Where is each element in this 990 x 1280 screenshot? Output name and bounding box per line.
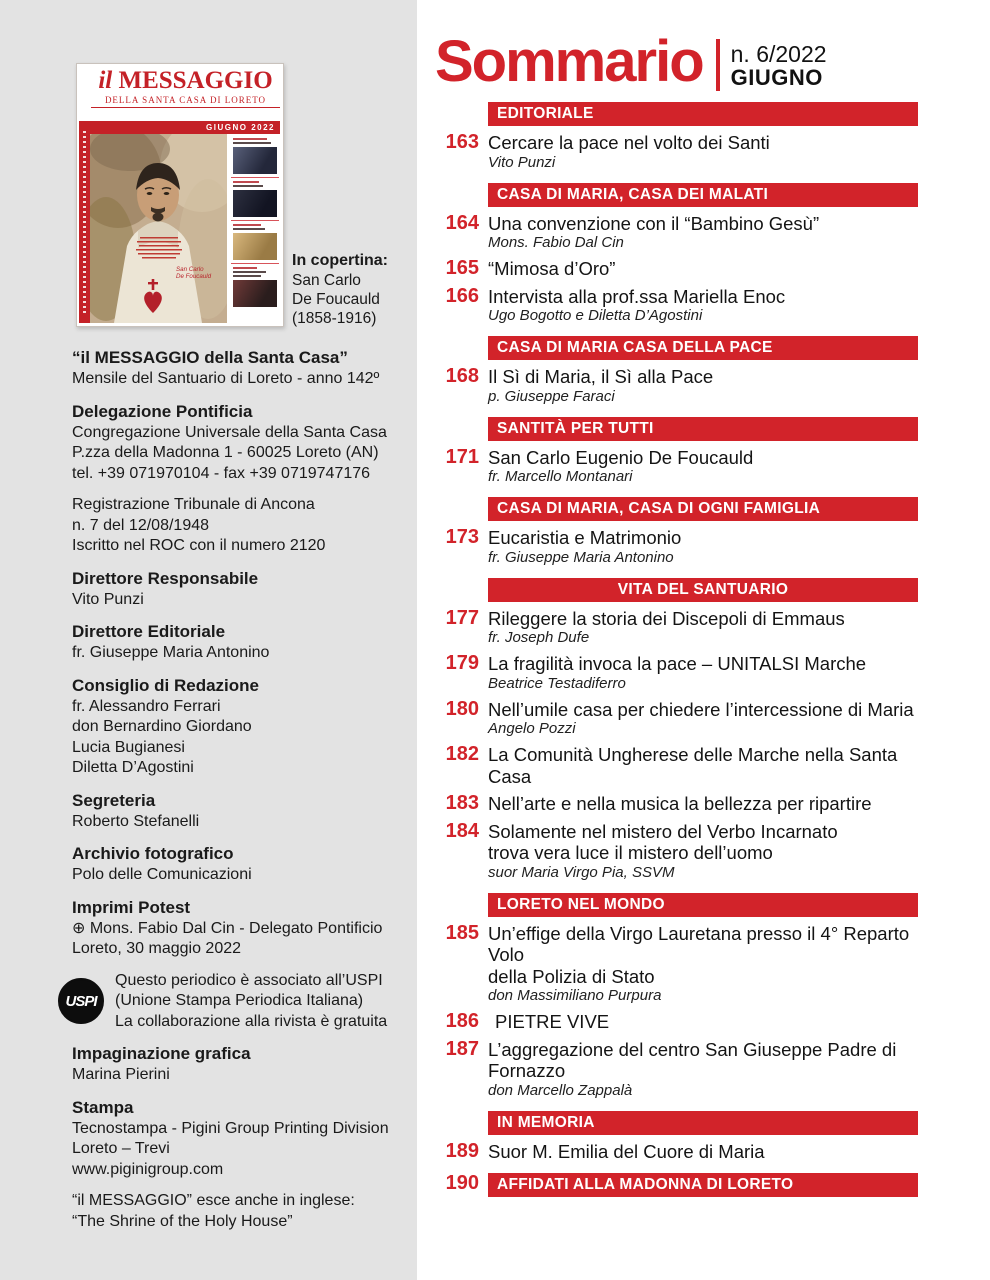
cover-title-main: MESSAGGIO [118, 67, 273, 94]
colophon-lines [72, 1119, 412, 1181]
toc-entry-title-line: Nell’umile casa per chiedere l’intercessione di Maria [488, 698, 914, 720]
toc-entry-page-number: 166 [445, 284, 479, 307]
toc-entry-page-number: 180 [445, 697, 479, 720]
toc-entry-title [488, 132, 918, 154]
colophon-heading: Direttore Editoriale [72, 622, 226, 641]
toc-title-divider [716, 39, 720, 91]
cover-thumb-group [231, 224, 279, 264]
toc-entry-title-line: Cercare la pace nel volto dei Santi [488, 132, 770, 153]
colophon-heading: Segreteria [72, 790, 156, 810]
toc-entry[interactable] [435, 366, 918, 406]
toc-entry-page-number: 182 [445, 743, 479, 765]
issue-number: n. 6/2022 [730, 41, 827, 67]
toc-entry[interactable] [435, 923, 918, 1006]
toc-entry[interactable] [435, 699, 918, 739]
colophon-line: fr. Alessandro Ferrari [72, 697, 221, 715]
issue-month: GIUGNO [730, 65, 823, 90]
toc-section-banner [435, 417, 918, 441]
toc-entry[interactable] [435, 1011, 918, 1033]
toc-section-banner [435, 578, 918, 602]
toc-entry-title-line: “Mimosa d’Oro” [488, 258, 616, 279]
colophon-line: “il MESSAGGIO” esce anche in inglese: [72, 1192, 355, 1209]
toc-entry-author: suor Maria Virgo Pia, SSVM [488, 863, 675, 881]
colophon-block [72, 495, 412, 557]
toc-entry-title [488, 366, 918, 388]
toc-entry-author: don Marcello Zappalà [488, 1081, 633, 1099]
toc-entry-page-number: 164 [445, 211, 479, 234]
colophon-line: Loreto, 30 maggio 2022 [72, 940, 242, 957]
cover-credit-line: (1858-1916) [292, 310, 377, 327]
colophon-lines [72, 1065, 412, 1086]
toc-issue [731, 33, 827, 90]
colophon-blocks-bottom [72, 1043, 412, 1232]
cover-title [91, 67, 280, 94]
toc-entry-author: Angelo Pozzi [488, 720, 576, 737]
toc-entry-author: fr. Giuseppe Maria Antonino [488, 548, 674, 566]
colophon-heading: Stampa [72, 1097, 134, 1117]
section-banner-label: VITA DEL SANTUARIO [488, 578, 918, 602]
colophon-block [72, 347, 412, 390]
toc-entry-page-number: 183 [445, 792, 479, 814]
toc-entry-title [488, 793, 918, 815]
uspi-line: (Unione Stampa Periodica Italiana) [115, 992, 364, 1009]
cover-thumb-photo [233, 190, 277, 217]
toc-entry-title-line: Solamente nel mistero del Verbo Incarnato [488, 820, 838, 842]
toc-entry-page-number: 171 [445, 445, 479, 468]
toc-title: Sommario [435, 29, 703, 94]
colophon-heading: Consiglio di Redazione [72, 675, 260, 695]
magazine-cover [76, 63, 284, 327]
toc-entry-title-line: Il Sì di Maria, il Sì alla Pace [488, 366, 714, 387]
toc-list [435, 102, 918, 1197]
section-banner-label: CASA DI MARIA, CASA DI OGNI FAMIGLIA [488, 497, 918, 521]
toc-entry-title-line: Una convenzione con il “Bambino Gesù” [488, 212, 820, 234]
cover-masthead [91, 67, 280, 108]
cover-sidebar [230, 134, 280, 323]
cover-credit [292, 251, 412, 328]
toc-section-banner [435, 893, 918, 917]
colophon-lines [72, 1191, 412, 1232]
toc-entry-page-number: 165 [445, 257, 479, 279]
section-banner-label: CASA DI MARIA CASA DELLA PACE [488, 336, 918, 360]
colophon-line: Congregazione Universale della Santa Casa [72, 423, 387, 441]
toc-entry-title-line: La fragilità invoca la pace – UNITALSI Marche [488, 653, 867, 674]
cover-figure-caption-2: De Foucauld [176, 273, 212, 280]
toc-entry-page-number: 187 [445, 1037, 479, 1060]
toc-entry-page-number: 184 [445, 819, 479, 842]
cover-credit-lines [292, 271, 412, 328]
colophon-line: don Bernardino Giordano [72, 718, 252, 735]
cover-credit-line: De Foucauld [292, 291, 380, 308]
uspi-logo-icon: USPI [58, 978, 104, 1024]
section-banner-label: CASA DI MARIA, CASA DEI MALATI [488, 183, 918, 207]
toc-entry-author: p. Giuseppe Faraci [488, 387, 615, 405]
toc-entry-title [488, 213, 918, 235]
toc-entry-title [488, 923, 918, 988]
cover-thumb-group [231, 138, 279, 178]
toc-section-banner [435, 497, 918, 521]
colophon-line: n. 7 del 12/08/1948 [72, 516, 210, 534]
colophon-blocks-top [72, 347, 412, 960]
colophon-lines [72, 590, 412, 611]
toc-entry-title [488, 821, 918, 864]
toc-entry-page-number: 179 [445, 652, 479, 674]
colophon-line: “The Shrine of the Holy House” [72, 1212, 293, 1230]
uspi-line: La collaborazione alla rivista è gratuita [115, 1012, 388, 1030]
toc-entry-title [488, 653, 918, 675]
toc-entry-title [488, 699, 918, 721]
colophon-heading: Impaginazione grafica [72, 1044, 251, 1063]
uspi-lines [115, 971, 387, 1033]
colophon-lines [72, 697, 412, 779]
colophon-line: tel. +39 071970104 - fax +39 0719747176 [72, 464, 371, 482]
toc-entry[interactable] [435, 608, 918, 648]
toc-entry-title-line: Eucaristia e Matrimonio [488, 527, 682, 548]
colophon-lines [72, 919, 412, 960]
colophon-block [72, 1043, 412, 1086]
toc-entry-author: Vito Punzi [488, 153, 556, 171]
toc-entry-title-line: Intervista alla prof.ssa Mariella Enoc [488, 285, 786, 307]
colophon-line: ⊕ Mons. Fabio Dal Cin - Delegato Pontificio [72, 919, 383, 937]
toc-entry-title-line: Un’effige della Virgo Lauretana presso il 4° Reparto Volo [488, 922, 910, 965]
cover-spine [79, 121, 90, 323]
colophon-line: Registrazione Tribunale di Ancona [72, 496, 315, 513]
toc-entry-title [488, 1039, 918, 1082]
cover-thumb-photo [233, 147, 277, 174]
toc-entry[interactable] [435, 744, 918, 787]
cover-thumb-group [231, 181, 279, 221]
toc-entry-title [488, 286, 918, 308]
toc-entry-page-number: 173 [445, 526, 479, 548]
cover-issue-strip: GIUGNO 2022 [90, 121, 280, 134]
toc-entry[interactable] [435, 1141, 918, 1163]
toc-column [435, 29, 918, 1197]
colophon-lines [72, 643, 412, 664]
toc-entry-author: don Massimiliano Purpura [488, 987, 662, 1004]
colophon-heading: Archivio fotografico [72, 844, 234, 863]
colophon-line: Vito Punzi [72, 590, 144, 608]
toc-entry[interactable] [435, 527, 918, 567]
toc-entry-page-number: 190 [445, 1172, 479, 1194]
colophon-line: Polo delle Comunicazioni [72, 866, 252, 883]
cover-title-prefix: il [98, 67, 113, 94]
toc-entry[interactable] [435, 132, 918, 172]
colophon-lines [72, 369, 412, 390]
cover-credit-label: In copertina: [292, 252, 389, 269]
toc-entry[interactable] [435, 821, 918, 882]
san-carlo-portrait-illustration [90, 134, 227, 323]
cover-thumb-photo [233, 280, 277, 307]
toc-entry-author: Mons. Fabio Dal Cin [488, 234, 624, 251]
cover-credit-line: San Carlo [292, 272, 361, 289]
toc-entry-page-number: 168 [445, 365, 479, 387]
toc-entry-title [488, 608, 918, 630]
toc-entry-title [488, 1011, 918, 1033]
toc-entry-title-line: La Comunità Ungherese delle Marche nella Santa Casa [488, 744, 898, 787]
toc-entry-author: fr. Joseph Dufe [488, 629, 590, 646]
colophon-block [72, 790, 412, 833]
toc-section-banner [435, 336, 918, 360]
toc-entry-author: Ugo Bogotto e Diletta D’Agostini [488, 307, 703, 324]
toc-entry-section-banner[interactable] [435, 1173, 918, 1197]
colophon-block [72, 843, 412, 886]
colophon-block [72, 1191, 412, 1232]
section-banner-label: AFFIDATI ALLA MADONNA DI LORETO [488, 1173, 918, 1197]
toc-header [435, 29, 918, 94]
toc-entry-title-line: PIETRE VIVE [495, 1011, 610, 1032]
toc-entry[interactable] [435, 793, 918, 815]
colophon-heading: Direttore Responsabile [72, 568, 259, 588]
colophon-heading: “il MESSAGGIO della Santa Casa” [72, 348, 348, 367]
colophon-line: fr. Giuseppe Maria Antonino [72, 644, 270, 661]
toc-section-banner [435, 183, 918, 207]
toc-entry-page-number: 189 [445, 1139, 479, 1162]
section-banner-label: IN MEMORIA [488, 1111, 918, 1135]
colophon-lines [72, 495, 412, 557]
toc-entry-title [488, 1141, 918, 1163]
colophon-line: P.zza della Madonna 1 - 60025 Loreto (AN) [72, 444, 379, 461]
colophon-line: Lucia Bugianesi [72, 738, 185, 756]
toc-entry-title-line: trova vera luce il mistero dell’uomo [488, 842, 773, 863]
toc-entry-author: fr. Marcello Montanari [488, 468, 633, 485]
cover-thumb-group [231, 267, 279, 310]
toc-entry-title [488, 527, 918, 549]
uspi-line: Questo periodico è associato all’USPI [115, 971, 383, 989]
toc-entry[interactable] [435, 286, 918, 326]
toc-entry-page-number: 177 [445, 606, 479, 629]
toc-entry-title-line: Suor M. Emilia del Cuore di Maria [488, 1140, 765, 1162]
colophon-url[interactable]: www.piginigroup.com [72, 1160, 224, 1178]
colophon-line: Diletta D’Agostini [72, 759, 194, 776]
cover-subtitle: DELLA SANTA CASA DI LORETO [91, 95, 280, 108]
section-banner-label: LORETO NEL MONDO [488, 893, 918, 917]
toc-entry[interactable] [435, 653, 918, 693]
colophon-block [72, 401, 412, 485]
colophon-line: Iscritto nel ROC con il numero 2120 [72, 537, 326, 554]
toc-section-banner [435, 102, 918, 126]
colophon-lines [72, 865, 412, 886]
cover-thumb-photo [233, 233, 277, 260]
colophon-line: Roberto Stefanelli [72, 812, 200, 830]
toc-entry[interactable] [435, 258, 918, 280]
colophon-block [72, 897, 412, 960]
toc-entry-title-line: della Polizia di Stato [488, 965, 655, 987]
toc-entry-author: Beatrice Testadiferro [488, 674, 626, 692]
colophon-line: Tecnostampa - Pigini Group Printing Division [72, 1119, 389, 1137]
cover-painting [90, 134, 227, 323]
colophon-block [72, 675, 412, 779]
colophon-line: Mensile del Santuario di Loreto - anno 142º [72, 370, 380, 387]
colophon-heading: Delegazione Pontificia [72, 401, 253, 421]
toc-entry[interactable] [435, 447, 918, 487]
section-banner-label: SANTITÀ PER TUTTI [488, 417, 918, 441]
colophon-panel [0, 0, 417, 1280]
toc-entry-title [488, 258, 918, 280]
colophon-block [72, 1097, 412, 1181]
toc-entry[interactable] [435, 1039, 918, 1100]
section-banner-label: EDITORIALE [488, 102, 918, 126]
colophon-block [72, 568, 412, 611]
colophon-heading: Imprimi Potest [72, 897, 191, 917]
toc-entry-title-line: San Carlo Eugenio De Foucauld [488, 446, 754, 468]
toc-entry-title [488, 447, 918, 469]
cover-figure-caption-1: San Carlo [176, 266, 204, 273]
toc-section-banner [435, 1111, 918, 1135]
colophon-line: Loreto – Trevi [72, 1140, 170, 1157]
colophon-block [72, 621, 412, 664]
colophon-text [65, 347, 412, 1243]
toc-entry-title-line: Rileggere la storia dei Discepoli di Emmaus [488, 607, 845, 629]
toc-entry-title-line: Nell’arte e nella musica la bellezza per ripartire [488, 793, 872, 814]
toc-entry-title [488, 744, 918, 787]
uspi-association [58, 971, 412, 1033]
colophon-lines [72, 423, 412, 485]
colophon-line: Marina Pierini [72, 1066, 170, 1083]
toc-entry-title-line: L’aggregazione del centro San Giuseppe Padre di Fornazzo [488, 1038, 897, 1081]
toc-entry[interactable] [435, 213, 918, 253]
toc-entry-page-number: 185 [445, 921, 479, 944]
colophon-lines [72, 812, 412, 833]
toc-entry-page-number: 186 [445, 1010, 479, 1032]
toc-entry-page-number: 163 [445, 131, 479, 153]
